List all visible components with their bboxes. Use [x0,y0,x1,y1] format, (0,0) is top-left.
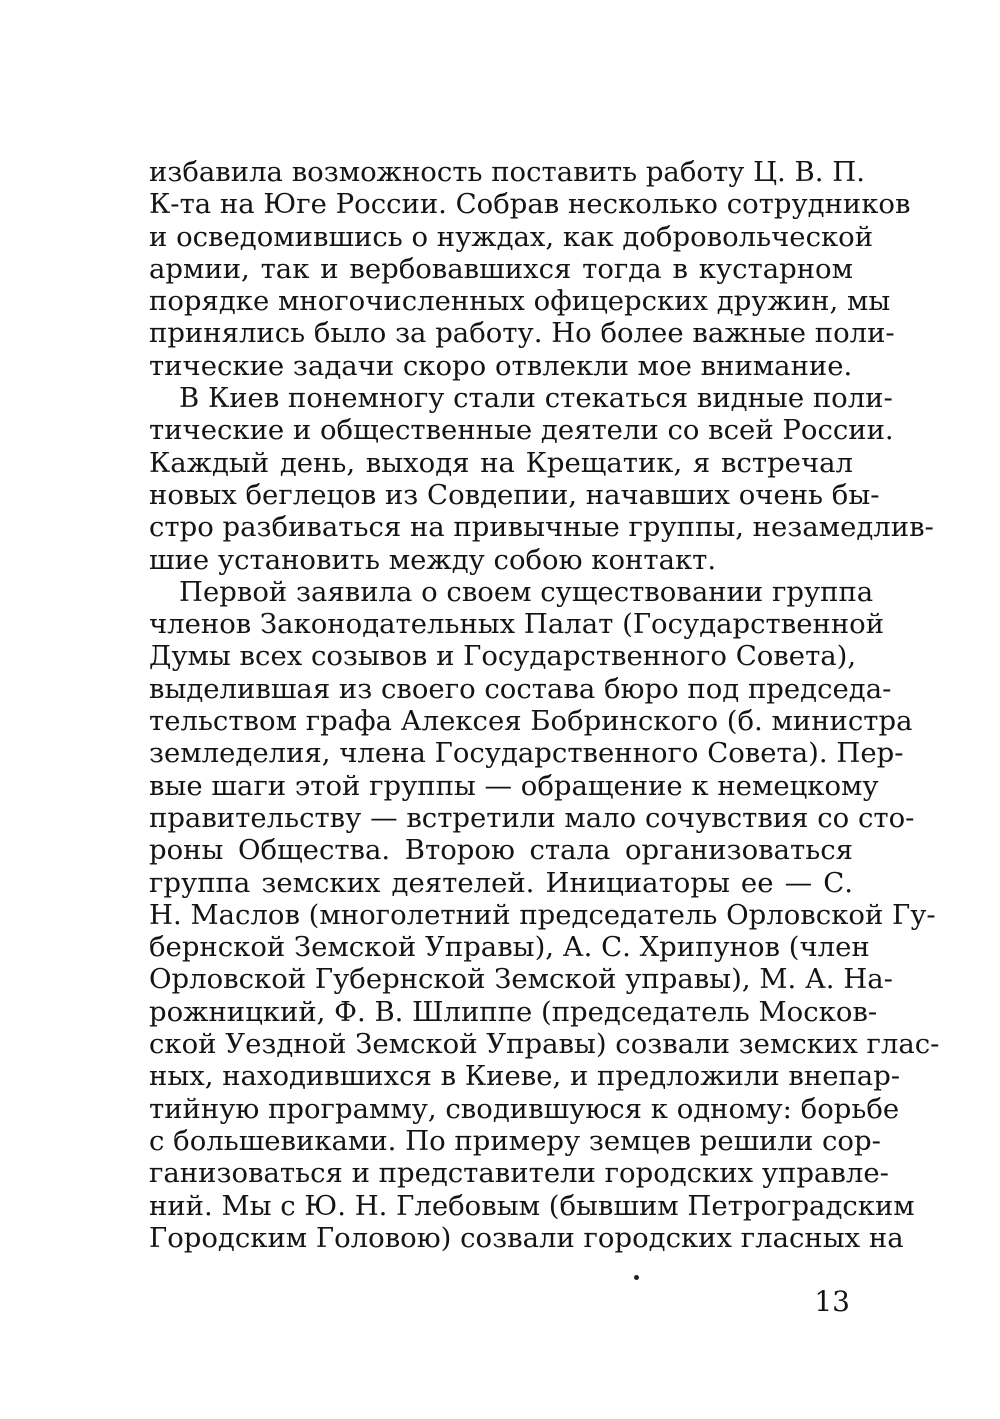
text-line: К-та на Юге России. Собрав несколько сотрудников [149,188,911,221]
text-line: земледелия, члена Государственного Совета). Пер- [149,737,904,770]
text-line: ской Уездной Земской Управы) созвали земских глас- [149,1028,940,1061]
text-line: правительству — встретили мало сочувствия со сто- [149,801,915,834]
text-line: Орловской Губернской Земской управы), М. А. На- [149,963,893,996]
text-line: тические и общественные деятели со всей России. [149,414,894,447]
text-line: членов Законодательных Палат (Государственной [149,608,885,641]
text-line: Думы всех созывов и Государственного Совета), [149,640,857,673]
text-line: новых беглецов из Совдепии, начавших очень бы- [149,478,880,511]
text-line: Городским Головою) созвали городских гласных на [149,1221,904,1254]
text-line: ний. Мы с Ю. Н. Глебовым (бывшим Петроградским [149,1189,915,1222]
text-line: тельством графа Алексея Бобринского (б. министра [149,705,913,738]
text-line: В Киев понемногу стали стекаться видные поли- [179,382,893,415]
text-line: выделившая из своего состава бюро под председа- [149,672,892,705]
text-line: тийную программу, сводившуюся к одному: борьбе [149,1092,900,1125]
text-line: порядке многочисленных офицерских дружин, мы [149,285,891,318]
text-line: Н. Маслов (многолетний председатель Орловской Гу- [149,898,936,931]
text-line: бернской Земской Управы), А. С. Хрипунов (член [149,931,870,964]
text-line: шие установить между собою контакт. [149,543,717,576]
text-line: Каждый день, выходя на Крещатик, я встречал [149,446,853,479]
text-line: с большевиками. По примеру земцев решили сор- [149,1124,881,1157]
text-line: ганизоваться и представители городских управле- [149,1157,889,1190]
body-text [149,156,940,1254]
text-line: армии, так и вербовавшихся тогда в кустарном [149,252,853,285]
text-line: тические задачи скоро отвлекли мое внимание. [149,349,853,382]
text-line: и осведомившись о нуждах, как добровольческой [149,220,874,253]
ink-speck [634,1275,639,1280]
text-line: принялись было за работу. Но более важные поли- [149,317,895,350]
text-line: рожницкий, Ф. В. Шлиппе (председатель Москов- [149,995,878,1028]
text-line: группа земских деятелей. Инициаторы ее — С. [149,866,853,899]
text-line: избавила возможность поставить работу Ц. В. П. [149,156,865,188]
page-number: 13 [814,1285,850,1318]
text-line: Первой заявила о своем существовании группа [179,575,874,608]
text-line: стро разбиваться на привычные группы, незамедлив- [149,511,934,544]
text-line: вые шаги этой группы — обращение к немецкому [149,769,879,802]
text-line: роны Общества. Второю стала организоваться [149,834,853,867]
text-line: ных, находившихся в Киеве, и предложили внепар- [149,1060,901,1093]
